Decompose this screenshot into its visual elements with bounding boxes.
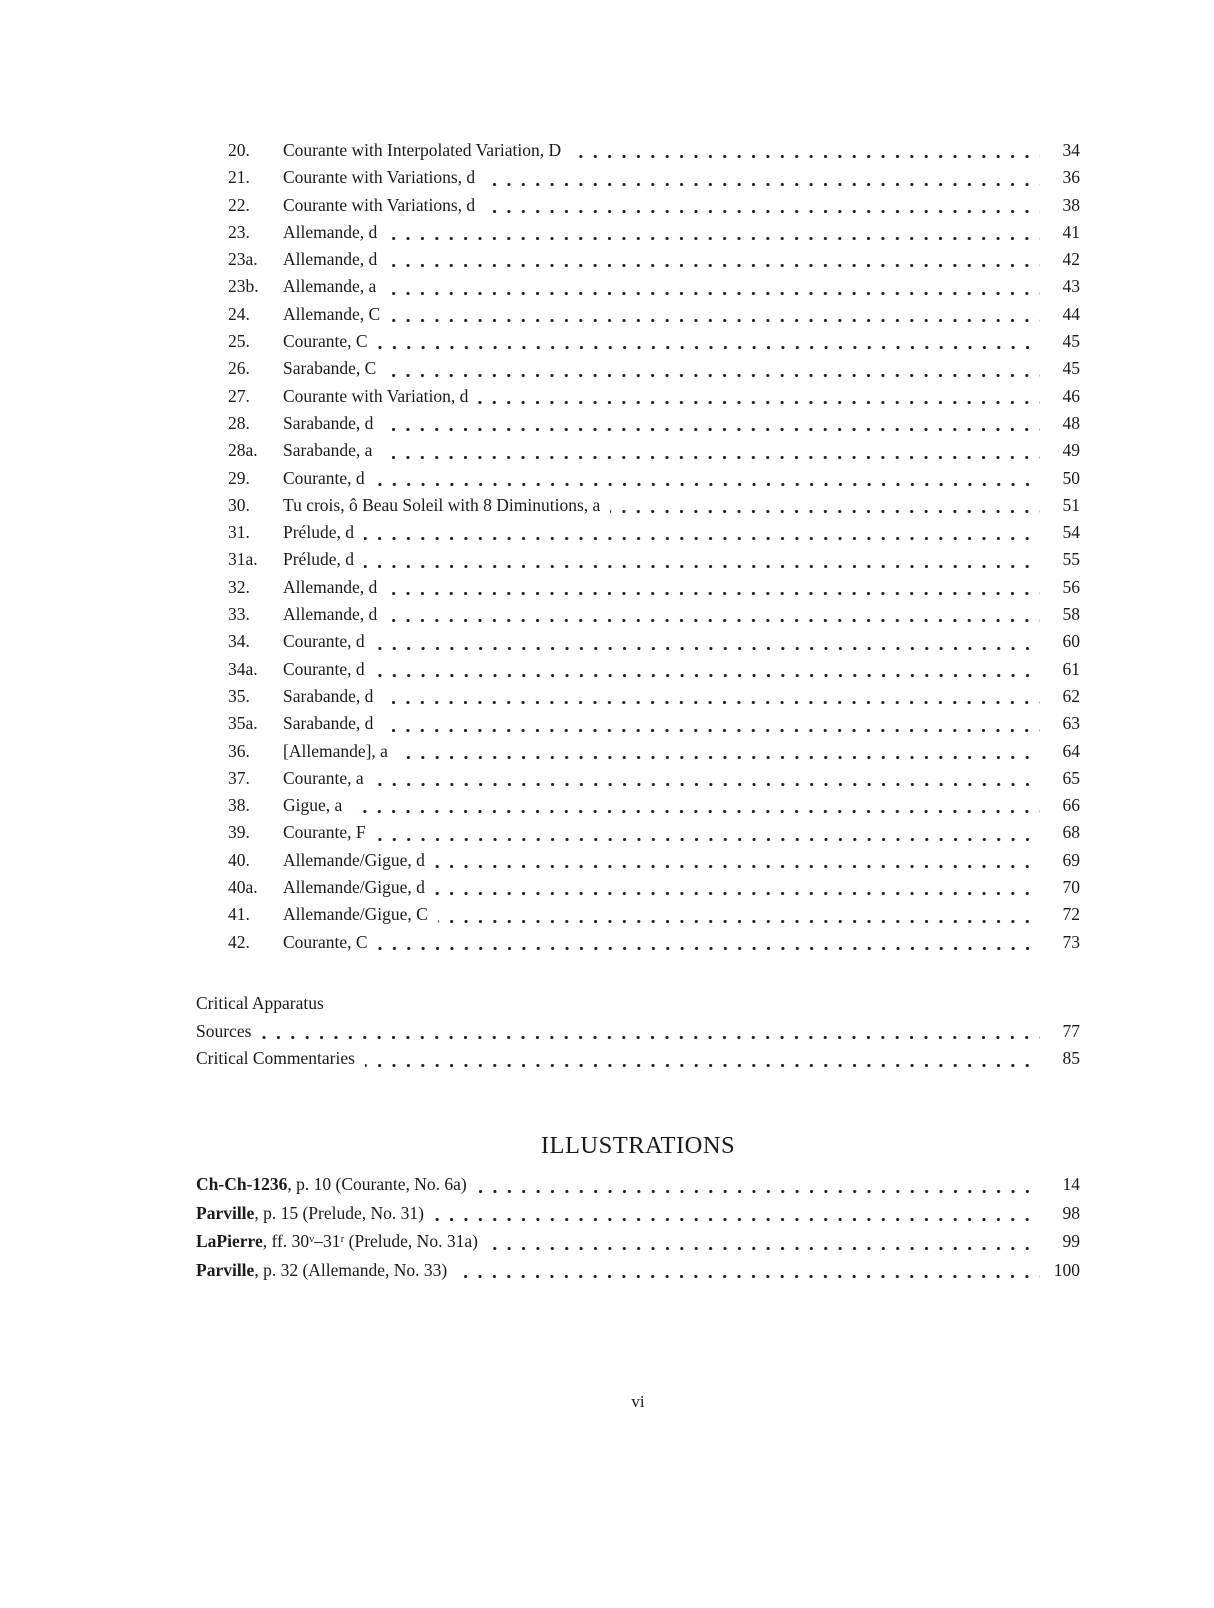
entry-page: 51 [1062,494,1080,515]
entry-title: Allemande, d [283,604,378,625]
toc-entry [196,901,1080,928]
dot-leader [475,164,1046,191]
entry-number: 25. [228,331,250,352]
dot-leader [425,847,1046,874]
entry-number: 35. [228,685,250,706]
dot-leader [561,137,1046,164]
entry-title: Allemande/Gigue, d [283,849,425,870]
dot-leader [376,273,1046,300]
entry-number: 34. [228,631,250,652]
entry-number: 37. [228,767,250,788]
dot-leader [475,192,1046,219]
dot-leader [251,1018,1046,1046]
illustrations-list [196,1170,1080,1284]
entry-page: 54 [1062,522,1080,543]
entry-title: Critical Commentaries [196,1048,355,1069]
toc-entry [196,1045,1080,1073]
entry-title: Allemande/Gigue, d [283,877,425,898]
toc-entry [196,301,1080,328]
entry-page: 41 [1062,221,1080,242]
entry-title: Allemande, d [283,221,378,242]
dot-leader [468,383,1046,410]
entry-page: 66 [1062,795,1080,816]
toc-entry [196,465,1080,492]
entry-title: Allemande, a [283,276,377,297]
entry-title: Courante with Variations, d [283,194,476,215]
toc-entry [196,792,1080,819]
entry-page: 70 [1062,877,1080,898]
toc-entry [196,328,1080,355]
toc-entry [196,710,1080,737]
entry-number: 33. [228,604,250,625]
entry-title: [Allemande], a [283,740,388,761]
entry-page: 73 [1062,931,1080,952]
entry-number: 28a. [228,440,258,461]
entry-number: 20. [228,140,250,160]
toc-entry [196,819,1080,846]
toc-entry [196,1018,1080,1046]
dot-leader [425,874,1046,901]
dot-leader [377,574,1046,601]
toc-entry [196,246,1080,273]
toc-entry [196,929,1080,956]
entry-title: Courante, C [283,931,368,952]
entry-title: Prélude, d [283,549,354,570]
toc-entry [196,192,1080,219]
entry-number: 40. [228,849,250,870]
entry-page: 49 [1062,440,1080,461]
entry-title: Courante with Interpolated Variation, D [283,140,562,160]
entry-title: Sarabande, C [283,358,377,379]
illustration-entry [196,1199,1080,1228]
entry-page: 60 [1062,631,1080,652]
toc-entry [196,874,1080,901]
toc-entry [196,574,1080,601]
entry-number: 32. [228,576,250,597]
entry-title: Courante, d [283,658,365,679]
illustration-caption: , ff. 30ᵛ–31ʳ (Prelude, No. 31a) [262,1231,478,1252]
entry-page: 58 [1062,604,1080,625]
entry-number: 23. [228,221,250,242]
toc-entry [196,437,1080,464]
section-heading [196,990,1080,1018]
entry-page: 63 [1062,713,1080,734]
dot-leader [380,301,1046,328]
toc-entry [196,355,1080,382]
entry-page: 44 [1062,303,1080,324]
entry-title: Sarabande, a [283,440,373,461]
toc-entry [196,519,1080,546]
entry-title: Allemande, d [283,249,378,270]
toc-entry [196,683,1080,710]
toc-entry [196,601,1080,628]
entry-page: 55 [1062,549,1080,570]
entry-page: 46 [1062,385,1080,406]
toc-entry [196,546,1080,573]
entry-title: Courante with Variation, d [283,385,469,406]
dot-leader [342,792,1046,819]
entry-page: 65 [1062,767,1080,788]
entry-page: 62 [1062,685,1080,706]
entry-page: 56 [1062,576,1080,597]
entry-number: 36. [228,740,250,761]
illustration-source: LaPierre [196,1231,263,1252]
toc-entry [196,137,1080,164]
entry-page: 61 [1062,658,1080,679]
entry-page: 14 [1062,1174,1080,1194]
dot-leader [355,1045,1046,1073]
entry-page: 36 [1062,167,1080,188]
toc-entry [196,273,1080,300]
entry-page: 48 [1062,412,1080,433]
dot-leader [478,1227,1046,1256]
entry-page: 85 [1062,1048,1080,1069]
entry-title: Courante, F [283,822,366,843]
dot-leader [366,819,1046,846]
illustration-caption: , p. 15 (Prelude, No. 31) [254,1202,424,1223]
dot-leader [376,355,1046,382]
dot-leader [424,1199,1046,1228]
entry-number: 22. [228,194,250,215]
toc-entry [196,656,1080,683]
dot-leader [373,683,1046,710]
dot-leader [447,1256,1046,1285]
toc-entry [196,383,1080,410]
entry-page: 42 [1062,249,1080,270]
illustration-source: Parville [196,1202,255,1223]
dot-leader [377,246,1046,273]
entry-page: 69 [1062,849,1080,870]
illustration-entry [196,1227,1080,1256]
dot-leader [377,601,1046,628]
entry-title: Allemande/Gigue, C [283,904,428,925]
illustration-entry [196,1256,1080,1285]
entry-number: 39. [228,822,250,843]
toc-entry [196,738,1080,765]
dot-leader [365,656,1046,683]
entry-page: 45 [1062,358,1080,379]
entry-title: Gigue, a [283,795,343,816]
dot-leader [372,437,1046,464]
entry-number: 23b. [228,276,259,297]
dot-leader [368,328,1046,355]
dot-leader [467,1170,1046,1199]
entry-page: 64 [1062,740,1080,761]
entry-number: 40a. [228,877,258,898]
illustration-source: Ch-Ch-1236 [196,1174,288,1194]
entry-number: 24. [228,303,250,324]
critical-apparatus-section [196,990,1080,1073]
entry-title: Sources [196,1020,252,1041]
entry-page: 45 [1062,331,1080,352]
toc-entry [196,628,1080,655]
dot-leader [365,628,1046,655]
entry-title: Tu crois, ô Beau Soleil with 8 Diminutions, a [283,494,601,515]
entry-number: 41. [228,904,250,925]
entry-number: 38. [228,795,250,816]
dot-leader [428,901,1046,928]
toc-entry [196,164,1080,191]
entry-page: 38 [1062,194,1080,215]
entry-page: 98 [1062,1202,1080,1223]
illustration-caption: , p. 32 (Allemande, No. 33) [254,1259,448,1280]
entry-page: 43 [1062,276,1080,297]
entry-number: 31. [228,522,250,543]
dot-leader [354,519,1046,546]
dot-leader [373,410,1046,437]
entry-title: Courante with Variations, d [283,167,476,188]
entry-title: Allemande, C [283,303,381,324]
entry-number: 26. [228,358,250,379]
dot-leader [388,738,1046,765]
critical-apparatus-heading: Critical Apparatus [196,993,324,1013]
entry-number: 29. [228,467,250,488]
entry-page: 77 [1062,1020,1080,1041]
entry-page: 100 [1053,1259,1080,1280]
page-number-footer: vi [631,1392,645,1411]
entry-number: 23a. [228,249,258,270]
entry-title: Sarabande, d [283,685,374,706]
entry-page: 68 [1062,822,1080,843]
dot-leader [373,710,1046,737]
toc-entry [196,219,1080,246]
toc-entry [196,492,1080,519]
entry-number: 42. [228,931,250,952]
entry-title: Sarabande, d [283,713,374,734]
entry-title: Prélude, d [283,522,354,543]
entry-number: 21. [228,167,250,188]
entry-title: Courante, a [283,767,364,788]
entry-page: 34 [1062,140,1080,160]
toc-entry [196,410,1080,437]
toc-entry [196,847,1080,874]
dot-leader [600,492,1046,519]
dot-leader [368,929,1046,956]
entry-title: Sarabande, d [283,412,374,433]
dot-leader [364,765,1046,792]
entry-title: Allemande, d [283,576,378,597]
entry-number: 30. [228,494,250,515]
entry-page: 72 [1062,904,1080,925]
entry-number: 35a. [228,713,258,734]
table-of-contents [196,137,1080,956]
entry-title: Courante, d [283,631,365,652]
entry-number: 27. [228,385,250,406]
illustrations-heading: ILLUSTRATIONS [540,1132,736,1159]
dot-leader [354,546,1046,573]
entry-page: 50 [1062,467,1080,488]
entry-title: Courante, C [283,331,368,352]
dot-leader [377,219,1046,246]
dot-leader [365,465,1046,492]
illustration-source: Parville [196,1259,255,1280]
entry-number: 34a. [228,658,258,679]
illustration-entry [196,1170,1080,1199]
toc-entry [196,765,1080,792]
entry-number: 31a. [228,549,258,570]
illustration-caption: , p. 10 (Courante, No. 6a) [287,1174,467,1194]
entry-number: 28. [228,412,250,433]
entry-title: Courante, d [283,467,365,488]
entry-page: 99 [1062,1231,1080,1252]
